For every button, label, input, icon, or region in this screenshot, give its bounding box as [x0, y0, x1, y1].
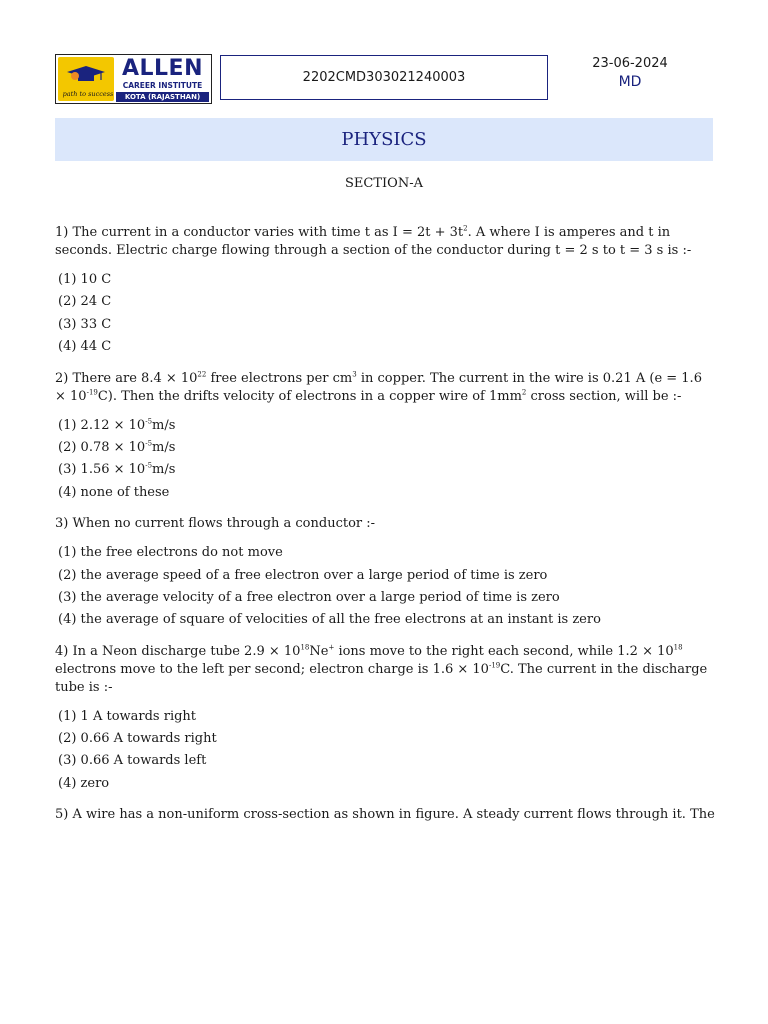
header	[55, 54, 715, 106]
option[interactable]: (4) none of these	[58, 484, 170, 500]
option[interactable]: (4) 44 C	[58, 339, 112, 355]
subject-title: PHYSICS	[341, 129, 427, 150]
section-heading: SECTION-A	[345, 176, 423, 191]
test-date: 23-06-2024	[592, 56, 668, 71]
option[interactable]: (1) the free electrons do not move	[58, 545, 283, 561]
option[interactable]: (2) $0.78 \times 10^{-5}m/s$	[58, 439, 176, 455]
test-code: 2202CMD303021240003	[302, 70, 466, 85]
test-code-box	[220, 55, 548, 100]
question-2-options	[58, 415, 715, 505]
option[interactable]: (3) $1.56 \times 10^{-5}m/s$	[58, 462, 176, 478]
option[interactable]: (3) 0.66 A towards left	[58, 753, 207, 769]
question-4-options	[58, 706, 715, 796]
option[interactable]: (1) $2.12 \times 10^{-5}m/s$	[58, 417, 176, 433]
logo-emblem	[58, 57, 114, 101]
question-list	[55, 224, 715, 833]
question-2: 2) There are $8.4 \times 10^{22}$ free electrons per $cm^3$ in copper. The current in the wire is 0.21 A $(e = 1.6 \times 10^{-19}C)$. Then the drifts velocity of electrons in a copper wire of $1mm^2$ cross section, will be :-	[55, 370, 702, 404]
stream-label: MD	[618, 74, 642, 90]
logo-tagline: path to success	[62, 90, 114, 98]
question-number: 3)	[55, 516, 69, 532]
question-1: 1) The current in a conductor varies with time t as $I = 2t + 3t^2$. A where I is amperes and t in seconds. Electric charge flowing through a section of the conductor during t = 2 s to t = 3 s is :-	[55, 224, 692, 258]
question-5	[55, 806, 715, 824]
question-1-options	[58, 269, 715, 359]
question-number: 1)	[55, 225, 69, 240]
option[interactable]: (1) 10 C	[58, 272, 112, 287]
question-3-options	[58, 542, 715, 632]
option[interactable]: (2) the average speed of a free electron over a large period of time is zero	[58, 567, 548, 583]
subject-banner	[55, 118, 713, 161]
option[interactable]: (4) zero	[58, 775, 110, 791]
logo-brand: ALLEN	[121, 56, 203, 81]
question-4: 4) In a Neon discharge tube $2.9 \times 10^{18}Ne^+$ ions move to the right each second, while $1.2 \times 10^{18}$ electrons move to the left per second; electron charge is $1.6 \times 10^{-19}C$. The current in the discharge tube is :-	[55, 643, 708, 695]
question-number: 5)	[55, 807, 69, 823]
option[interactable]: (3) 33 C	[58, 316, 112, 332]
option[interactable]: (1) 1 A towards right	[58, 708, 197, 724]
option[interactable]: (4) the average of square of velocities of all the free electrons at an instant is zero	[58, 612, 601, 628]
question-number: 4)	[55, 643, 69, 659]
question-text: When no current flows through a conductor :-	[72, 516, 376, 532]
question-number: 2)	[55, 370, 69, 386]
logo-location: KOTA (RAJASTHAN)	[116, 92, 209, 102]
graduation-cap-icon	[66, 65, 106, 83]
question-text: A wire has a non-uniform cross-section as shown in figure. A steady current flows through it. The	[72, 807, 715, 823]
option[interactable]: (3) the average velocity of a free electron over a large period of time is zero	[58, 589, 560, 605]
option[interactable]: (2) 0.66 A towards right	[58, 731, 217, 747]
question-3	[55, 515, 715, 533]
option[interactable]: (2) 24 C	[58, 294, 112, 310]
logo-institute: CAREER INSTITUTE	[122, 81, 203, 90]
allen-logo	[55, 54, 212, 104]
logo-text	[114, 55, 211, 103]
